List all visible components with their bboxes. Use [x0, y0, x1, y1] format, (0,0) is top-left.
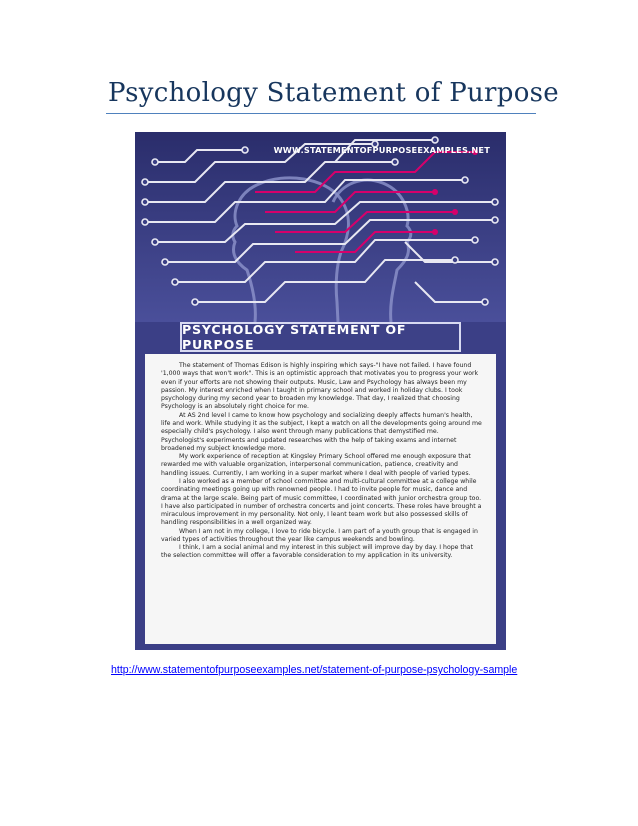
poster-image: [135, 132, 506, 650]
poster-banner-title: PSYCHOLOGY STATEMENT OF PURPOSE: [182, 322, 407, 352]
page-title: Psychology Statement of Purpose: [108, 78, 559, 108]
statement-paragraph: I also worked as a member of school committee and multi-cultural committee at a college while coordinating meetings going up with renowned people. I had to invite people for music, dance and drama at the large scale. Being part of music committee, I coordinated with junior orchestra group too. I have also participated in number of orchestra concerts and joint concerts. These roles have brought a miraculous improvement in my personality. Not only, I leant team work but also possessed skills of handling responsibilities in a well organized way.: [161, 477, 482, 527]
poster-banner: [180, 322, 461, 352]
source-link[interactable]: http://www.statementofpurposeexamples.net/statement-of-purpose-psychology-sample: [111, 664, 518, 676]
statement-paragraph: My work experience of reception at Kingsley Primary School offered me enough exposure that rewarded me with valuable organization, interpersonal communication, patience, creativity and handling issues. Currently, I am working in a super market where I deal with people of varied types.: [161, 453, 471, 477]
statement-text-box: [145, 354, 496, 644]
statement-paragraph: When I am not in my college, I love to ride bicycle. I am part of a youth group that is engaged in varied types of activities throughout the year like campus weekends and bowling.: [161, 527, 478, 543]
circuit-heads-illustration: [135, 132, 506, 322]
statement-paragraph: At AS 2nd level I came to know how psychology and socializing deeply affects human's health, life and work. While studying it as the subject, I kept a watch on all the developments going around me especially child's psychology. I also went through many publications that demystified me. Psychologist's experiments and updated researches with the help of taking exams and internet broadened my subject knowledge more.: [161, 411, 482, 452]
website-label: WWW.STATEMENTOFPURPOSEEXAMPLES.NET: [273, 145, 490, 155]
statement-paragraph: I think, I am a social animal and my interest in this subject will improve day by day. I hope that the selection committee will offer a favorable consideration to my application in its university.: [161, 544, 473, 560]
statement-paragraph: The statement of Thomas Edison is highly inspiring which says-"I have not failed. I have found '1,000 ways that won't work". This is an optimistic approach that motivates you to progress your work even if your efforts are not showing their outputs. Music, Law and Psychology has always been my passion. My interest enriched when I taught in primary school and worked in holiday clubs. I took psychology during my second year to broaden my knowledge. That day, I realized that choosing Psychology is an absolutely right choice for me.: [161, 362, 479, 411]
title-underline: [106, 113, 536, 114]
